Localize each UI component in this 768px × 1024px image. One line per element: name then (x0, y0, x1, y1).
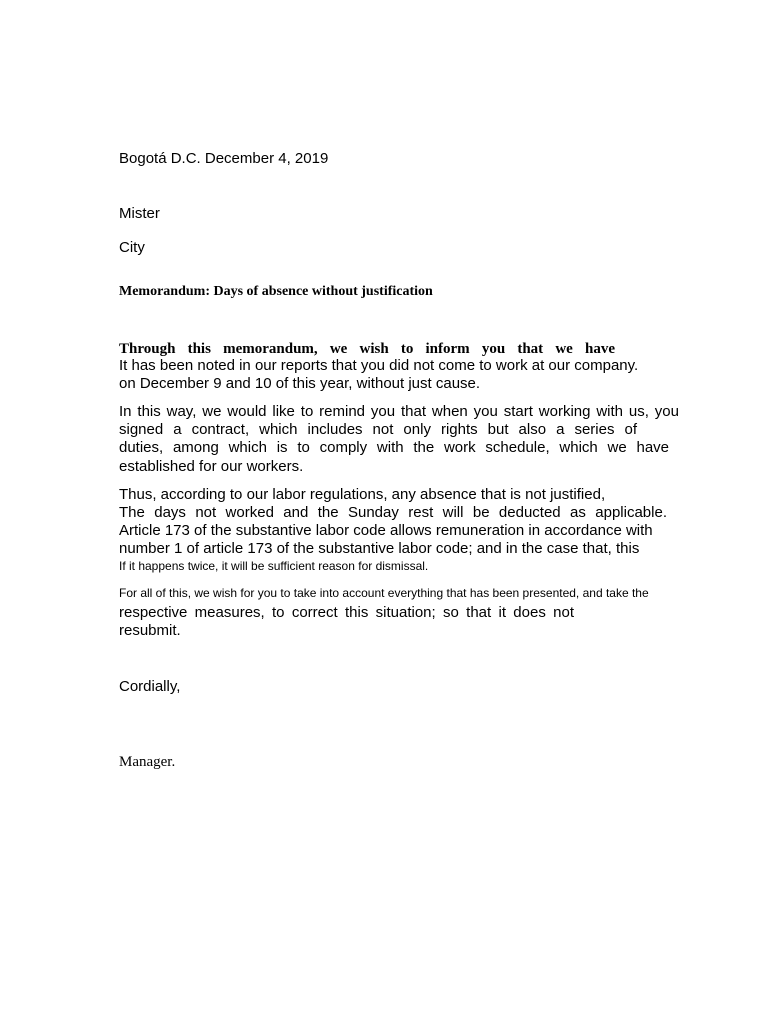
p2-line-3: duties, among which is to comply with the work schedule, which we have (119, 439, 669, 456)
paragraph-4b (119, 604, 574, 622)
p2-line-4: established for our workers. (119, 458, 304, 475)
p4-line-2: respective measures, to correct this situation; so that it does not (119, 604, 574, 621)
intro-bold-line: Through this memorandum, we wish to inform you that we have (119, 341, 615, 357)
p1-line-1: It has been noted in our reports that you did not come to work at our company. (119, 357, 639, 374)
intro-bold-line-block (119, 340, 615, 358)
p2-line-1: In this way, we would like to remind you that when you start working with us, you (119, 403, 679, 420)
p3-line-3: Article 173 of the substantive labor code allows remuneration in accordance with (119, 522, 653, 539)
p4-line-1: For all of this, we wish for you to take into account everything that has been presented, and take the (119, 586, 649, 600)
p2-line-2: signed a contract, which includes not only rights but also a series of (119, 421, 637, 438)
date-line: Bogotá D.C. December 4, 2019 (119, 150, 329, 167)
signature-title: Manager. (119, 754, 176, 770)
p3-line-2: The days not worked and the Sunday rest will be deducted as applicable. (119, 504, 667, 521)
closing-line: Cordially, (119, 678, 181, 695)
city-line: City (119, 239, 145, 256)
p3-line-5: If it happens twice, it will be sufficient reason for dismissal. (119, 559, 429, 573)
paragraph-2 (119, 403, 679, 421)
p3-line-1: Thus, according to our labor regulations, any absence that is not justified, (119, 486, 606, 503)
p3-line-4: number 1 of article 173 of the substantive labor code; and in the case that, this (119, 540, 640, 557)
paragraph-2b (119, 421, 637, 439)
p1-line-2: on December 9 and 10 of this year, without just cause. (119, 375, 481, 392)
paragraph-3b (119, 504, 667, 522)
recipient-line: Mister (119, 205, 160, 222)
p4-line-3: resubmit. (119, 622, 181, 639)
paragraph-2c (119, 439, 669, 457)
memo-subject: Memorandum: Days of absence without justification (119, 284, 433, 299)
